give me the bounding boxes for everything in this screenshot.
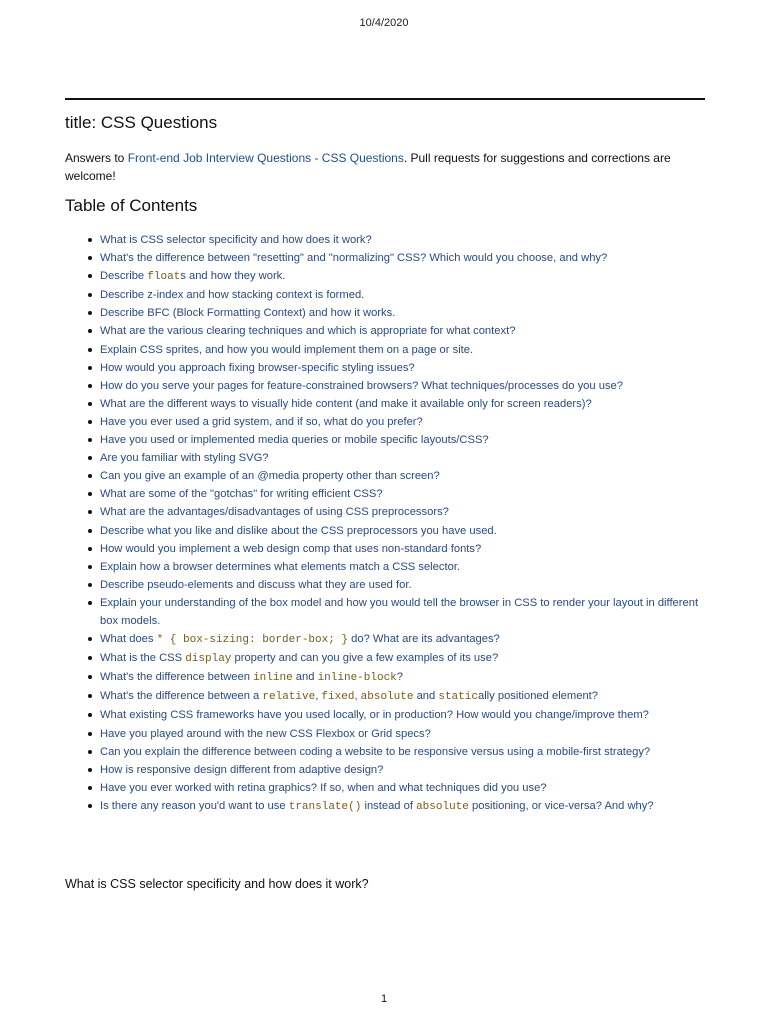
toc-link[interactable] [100,434,489,446]
toc-text: , [315,690,322,703]
toc-text: positioning, or vice-versa? And why? [468,799,654,812]
toc-link[interactable] [100,506,449,518]
toc-item [65,449,705,467]
toc-link[interactable] [100,234,372,246]
toc-text: Have you ever worked with retina graphics? If so, when and what techniques did you use? [100,781,547,794]
toc-item [65,359,705,377]
toc-text: What's the difference between "resetting" and "normalizing" CSS? Which would you choose, and why? [100,252,608,265]
toc-item [65,594,705,630]
toc-link[interactable] [100,579,412,591]
toc-link[interactable] [100,380,623,392]
toc-item [65,558,705,576]
toc-code: absolute [416,800,469,813]
toc-text: Explain how a browser determines what elements match a CSS selector. [100,560,461,573]
toc-code: float [147,271,181,284]
toc-text: What does [100,633,157,646]
toc-code: inline-block [317,672,397,685]
toc-link[interactable] [100,470,440,482]
toc-text: What's the difference between a [100,690,263,703]
toc-link[interactable] [100,416,423,428]
toc-item [65,540,705,558]
toc-item [65,431,705,449]
toc-code: inline [253,672,293,685]
toc-code: * { box-sizing: border-box; } [156,634,349,647]
toc-link[interactable] [100,344,473,356]
section-heading: What is CSS selector specificity and how does it work? [65,877,369,891]
toc-link[interactable] [100,488,383,500]
toc-text: What existing CSS frameworks have you used locally, or in production? How would you change/improve them? [100,709,649,722]
toc-link[interactable] [100,362,415,374]
page-title: title: CSS Questions [65,113,218,132]
toc-text: s and how they work. [180,270,286,283]
toc-text: What are some of the "gotchas" for writing efficient CSS? [100,488,383,501]
page-number: 1 [380,993,388,1005]
toc-item [65,267,705,286]
toc-link[interactable] [100,728,431,740]
toc-text: What's the difference between [100,671,254,684]
toc-link[interactable] [100,690,598,702]
toc-text: Have you played around with the new CSS Flexbox or Grid specs? [100,727,431,740]
toc-text: , [354,690,361,703]
toc-item [65,413,705,431]
intro-link[interactable]: Front-end Job Interview Questions - CSS Questions [127,151,404,165]
toc-text: instead of [361,799,417,812]
toc-text: Describe [100,270,148,283]
toc-code: fixed [321,691,355,704]
toc-code: display [185,653,232,666]
toc-text: What are the various clearing techniques and which is appropriate for what context? [100,325,516,338]
toc-item [65,249,705,267]
toc-link[interactable] [100,633,500,645]
toc-text: Can you give an example of an @media property other than screen? [100,470,440,483]
toc-text: do? What are its advantages? [348,633,500,646]
toc-link[interactable] [100,764,383,776]
toc-text: How is responsive design different from adaptive design? [100,763,384,776]
toc-code: relative [262,691,316,704]
print-date: 10/4/2020 [359,17,409,29]
toc-link[interactable] [100,782,547,794]
toc-link[interactable] [100,307,395,319]
toc-item [65,649,705,668]
toc-text: Describe z-index and how stacking context is formed. [100,289,365,302]
intro-suffix: . Pull requests for suggestions and corrections are welcome! [65,151,671,183]
title-rule [65,98,705,100]
toc-link[interactable] [100,597,698,627]
toc-link[interactable] [100,652,498,664]
toc-text: and [413,690,439,703]
toc-item [65,341,705,359]
toc-text: What are the different ways to visually hide content (and make it available only for screen readers)? [100,397,592,410]
toc-text: ally positioned element? [477,690,598,703]
toc-link[interactable] [100,800,654,812]
toc-text: Describe BFC (Block Formatting Context) and how it works. [100,307,396,320]
toc-item [65,503,705,521]
toc-item [65,576,705,594]
toc-text: What is the CSS [100,652,186,665]
toc-item [65,779,705,797]
toc-item [65,395,705,413]
toc-text: Have you ever used a grid system, and if so, what do you prefer? [100,415,423,428]
toc-link[interactable] [100,671,403,683]
toc-link[interactable] [100,543,481,555]
toc-link[interactable] [100,709,649,721]
toc-text: property and can you give a few examples of its use? [231,652,499,665]
toc-link[interactable] [100,270,285,282]
toc-link[interactable] [100,561,460,573]
toc-item [65,797,705,816]
toc-item [65,668,705,687]
toc-link[interactable] [100,398,592,410]
toc-link[interactable] [100,525,497,537]
toc-item [65,304,705,322]
toc-link[interactable] [100,252,607,264]
toc-text: ? [396,671,404,684]
toc-text: What are the advantages/disadvantages of using CSS preprocessors? [100,506,449,519]
toc-text: Have you used or implemented media queries or mobile specific layouts/CSS? [100,434,489,447]
toc-text: Is there any reason you'd want to use [100,799,289,812]
toc-code: translate() [288,800,362,813]
toc-item [65,706,705,724]
toc-heading: Table of Contents [65,196,198,215]
toc-item [65,630,705,649]
toc-link[interactable] [100,289,364,301]
toc-code: static [438,691,478,704]
toc-code: absolute [360,691,414,704]
toc-item [65,377,705,395]
toc-text: Are you familiar with styling SVG? [100,452,269,465]
toc-link[interactable] [100,746,650,758]
toc-item [65,485,705,503]
intro-paragraph [65,149,705,185]
toc-text: Explain CSS sprites, and how you would implement them on a page or site. [100,343,474,356]
toc-item [65,687,705,706]
toc-link[interactable] [100,325,515,337]
toc-item [65,286,705,304]
toc-text: What is CSS selector specificity and how does it work? [100,234,372,246]
toc-item [65,522,705,540]
toc-list [65,231,705,816]
toc-item [65,231,705,249]
toc-text: and [292,671,318,684]
intro-prefix: Answers to [65,151,128,165]
toc-item [65,467,705,485]
toc-link[interactable] [100,452,269,464]
toc-text: How do you serve your pages for feature-constrained browsers? What techniques/processes do you use? [100,379,623,392]
toc-text: Describe what you like and dislike about the CSS preprocessors you have used. [100,524,497,537]
toc-text: Describe pseudo-elements and discuss what they are used for. [100,578,412,591]
toc-item [65,761,705,779]
toc-text: How would you approach fixing browser-specific styling issues? [100,361,415,374]
toc-text: Can you explain the difference between coding a website to be responsive versus using a mobile-first strategy? [100,745,651,758]
toc-item [65,725,705,743]
toc-text: Explain your understanding of the box model and how you would tell the browser in CSS to render your layout in different box models. [100,596,699,627]
toc-item [65,322,705,340]
toc-item [65,743,705,761]
toc-text: How would you implement a web design comp that uses non-standard fonts? [100,542,482,555]
